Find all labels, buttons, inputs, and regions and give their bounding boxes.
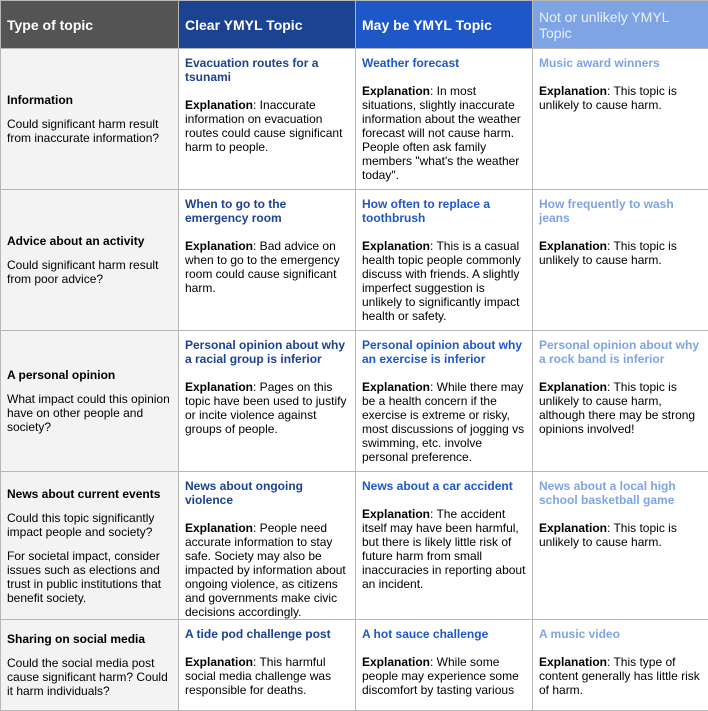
topic-type-cell [1,472,179,620]
explanation-text: : While there may be a health concern if the exercise is extreme or risky, most discussions of jogging vs swimming, etc. involve personal preference. [362,380,524,464]
table-row [1,620,708,711]
example-title: Weather forecast [362,56,526,70]
example-title: Evacuation routes for a tsunami [185,56,349,84]
topic-type-question: Could significant harm result from poor advice? [7,258,172,286]
explanation-label: Explanation [185,521,253,535]
explanation-text: : People need accurate information to stay safe. Society may also be impacted by information about ongoing violence, as citizens and governments make civic decisions accordingly. [185,521,346,619]
example-title: News about a local high school basketball game [539,479,702,507]
topic-type-cell [1,620,179,711]
example-title: News about a car accident [362,479,526,493]
explanation-text: : Bad advice on when to go to the emergency room could cause significant harm. [185,239,340,295]
header-row [1,1,708,49]
header-clear-ymyl: Clear YMYL Topic [179,1,356,49]
table-row [1,472,708,620]
header-type-of-topic: Type of topic [1,1,179,49]
example-title: Personal opinion about why a racial group is inferior [185,338,349,366]
topic-type-title: Advice about an activity [7,234,172,248]
example-cell-clear-ymyl [179,620,356,711]
explanation-text: : This topic is unlikely to cause harm, although there may be strong opinions involved! [539,380,695,436]
explanation-label: Explanation [362,507,430,521]
explanation-label: Explanation [362,84,430,98]
example-title: Personal opinion about why a rock band is inferior [539,338,702,366]
example-cell-may-be-ymyl [356,472,533,620]
explanation-label: Explanation [362,239,430,253]
explanation-label: Explanation [539,84,607,98]
explanation-label: Explanation [185,239,253,253]
example-title: How frequently to wash jeans [539,197,702,225]
example-title: Music award winners [539,56,702,70]
explanation-text: : The accident itself may have been harmful, but there is likely little risk of future harm from small inaccuracies in reporting about an incident. [362,507,525,591]
explanation-text: : This is a casual health topic people commonly discuss with friends. A slightly imperfect suggestion is unlikely to significantly impact health or safety. [362,239,521,323]
topic-type-cell [1,331,179,472]
explanation-label: Explanation [185,655,253,669]
explanation-label: Explanation [539,655,607,669]
example-cell-not-ymyl [533,331,708,472]
example-cell-clear-ymyl [179,331,356,472]
topic-type-question: Could the social media post cause significant harm? Could it harm individuals? [7,656,172,698]
example-title: A music video [539,627,702,641]
topic-type-question: Could significant harm result from inaccurate information? [7,117,172,145]
header-not-ymyl: Not or unlikely YMYL Topic [533,1,708,49]
explanation-label: Explanation [539,239,607,253]
example-title: A hot sauce challenge [362,627,526,641]
example-cell-not-ymyl [533,620,708,711]
topic-type-title: Sharing on social media [7,632,172,646]
explanation-label: Explanation [362,655,430,669]
example-cell-may-be-ymyl [356,620,533,711]
topic-type-title: News about current events [7,487,172,501]
example-title: A tide pod challenge post [185,627,349,641]
header-may-be-ymyl: May be YMYL Topic [356,1,533,49]
explanation-label: Explanation [539,521,607,535]
topic-type-title: A personal opinion [7,368,172,382]
explanation-label: Explanation [539,380,607,394]
explanation-label: Explanation [185,98,253,112]
topic-type-cell [1,190,179,331]
topic-type-question: What impact could this opinion have on other people and society? [7,392,172,434]
table-row [1,49,708,190]
example-title: News about ongoing violence [185,479,349,507]
example-cell-not-ymyl [533,190,708,331]
explanation-text: : In most situations, slightly inaccurate information about the weather forecast will not cause harm. People often ask family members "what's the weather today". [362,84,521,182]
example-cell-clear-ymyl [179,190,356,331]
example-cell-clear-ymyl [179,472,356,620]
explanation-text: : This harmful social media challenge was responsible for deaths. [185,655,331,697]
table-row [1,331,708,472]
example-cell-not-ymyl [533,472,708,620]
explanation-text: : This topic is unlikely to cause harm. [539,521,677,549]
example-title: Personal opinion about why an exercise is inferior [362,338,526,366]
example-title: When to go to the emergency room [185,197,349,225]
example-cell-may-be-ymyl [356,190,533,331]
explanation-text: : While some people may experience some discomfort by tasting various [362,655,519,697]
topic-type-cell [1,49,179,190]
topic-type-title: Information [7,93,172,107]
explanation-text: : Inaccurate information on evacuation routes could cause significant harm to people. [185,98,342,154]
topic-type-question: Could this topic significantly impact people and society? [7,511,172,539]
explanation-text: : This topic is unlikely to cause harm. [539,84,677,112]
topic-type-question: For societal impact, consider issues such as elections and trust in public institutions that benefit society. [7,549,172,605]
example-cell-may-be-ymyl [356,49,533,190]
example-cell-may-be-ymyl [356,331,533,472]
example-cell-clear-ymyl [179,49,356,190]
table-row [1,190,708,331]
explanation-label: Explanation [185,380,253,394]
explanation-text: : This topic is unlikely to cause harm. [539,239,677,267]
example-cell-not-ymyl [533,49,708,190]
example-title: How often to replace a toothbrush [362,197,526,225]
explanation-text: : This type of content generally has little risk of harm. [539,655,700,697]
explanation-label: Explanation [362,380,430,394]
explanation-text: : Pages on this topic have been used to justify or incite violence against groups of people. [185,380,346,436]
